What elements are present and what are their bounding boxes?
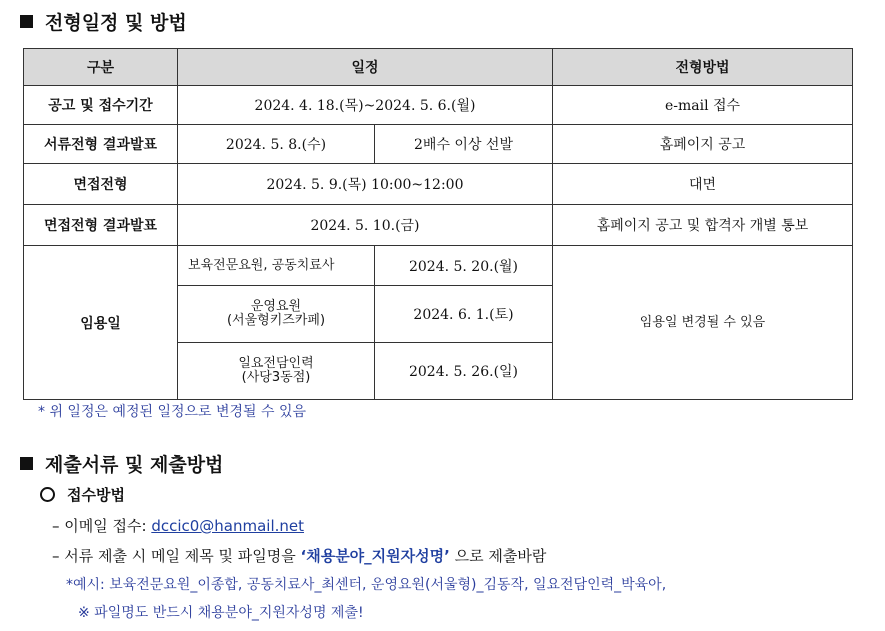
table-row [24, 164, 853, 205]
row-label: 면접전형 결과발표 [24, 205, 178, 246]
header-method: 전형방법 [553, 49, 853, 86]
row-label: 임용일 [24, 246, 178, 400]
row-method: 대면 [553, 164, 853, 205]
appoint-role [178, 286, 375, 343]
row-label: 면접전형 [24, 164, 178, 205]
row-label: 공고 및 접수기간 [24, 86, 178, 125]
row-extra: 2배수 이상 선발 [375, 125, 553, 164]
filename-line [52, 545, 546, 566]
table-row [24, 205, 853, 246]
appoint-role-text: 보육전문요원, 공동치료사 [188, 257, 335, 273]
section-title-submission [20, 450, 223, 477]
appoint-date: 2024. 5. 26.(일) [375, 343, 553, 400]
subsection-title-text: 접수방법 [67, 486, 125, 504]
black-square-icon [20, 457, 33, 470]
table-row [24, 125, 853, 164]
appoint-role [178, 246, 375, 286]
schedule-table [23, 48, 853, 400]
row-method: 홈페이지 공고 및 합격자 개별 통보 [553, 205, 853, 246]
warning-line: ※ 파일명도 반드시 채용분야_지원자성명 제출! [78, 605, 364, 621]
circle-bullet-icon [40, 487, 55, 502]
email-link[interactable]: dccic0@hanmail.net [151, 517, 305, 535]
section-title-text: 제출서류 및 제출방법 [45, 454, 224, 476]
row-method: e-mail 접수 [553, 86, 853, 125]
subsection-title [40, 484, 125, 505]
email-label: – 이메일 접수: [52, 517, 152, 535]
email-line [52, 515, 304, 536]
header-schedule: 일정 [178, 49, 553, 86]
row-label: 서류전형 결과발표 [24, 125, 178, 164]
black-square-icon [20, 15, 33, 28]
schedule-note: * 위 일정은 예정된 일정으로 변경될 수 있음 [38, 404, 307, 420]
appoint-date: 2024. 6. 1.(토) [375, 286, 553, 343]
row-schedule: 2024. 4. 18.(목)~2024. 5. 6.(월) [178, 86, 553, 125]
appoint-role-text: 운영요원 [250, 299, 302, 314]
header-category: 구분 [24, 49, 178, 86]
row-schedule: 2024. 5. 9.(목) 10:00~12:00 [178, 164, 553, 205]
table-row [24, 246, 853, 286]
row-schedule: 2024. 5. 10.(금) [178, 205, 553, 246]
section-title-text: 전형일정 및 방법 [45, 12, 187, 34]
appoint-method: 임용일 변경될 수 있음 [553, 246, 853, 400]
filename-suffix: 으로 제출바람 [449, 547, 547, 565]
appoint-role-sub: (사당3동점) [241, 370, 311, 385]
row-schedule: 2024. 5. 8.(수) [178, 125, 375, 164]
appoint-date: 2024. 5. 20.(월) [375, 246, 553, 286]
section-title-schedule [20, 8, 187, 35]
filename-prefix: – 서류 제출 시 메일 제목 및 파일명을 [52, 547, 301, 565]
appoint-role [178, 343, 375, 400]
table-header-row [24, 49, 853, 86]
table-row [24, 86, 853, 125]
row-method: 홈페이지 공고 [553, 125, 853, 164]
filename-highlight: ‘채용분야_지원자성명’ [300, 547, 450, 565]
appoint-role-text: 일요전담인력 [238, 356, 314, 371]
appoint-role-sub: (서울형키즈카페) [226, 313, 326, 328]
example-line: *예시: 보육전문요원_이종합, 공동치료사_최센터, 운영요원(서울형)_김동작, 일요전담인력_박육아, [66, 577, 667, 593]
